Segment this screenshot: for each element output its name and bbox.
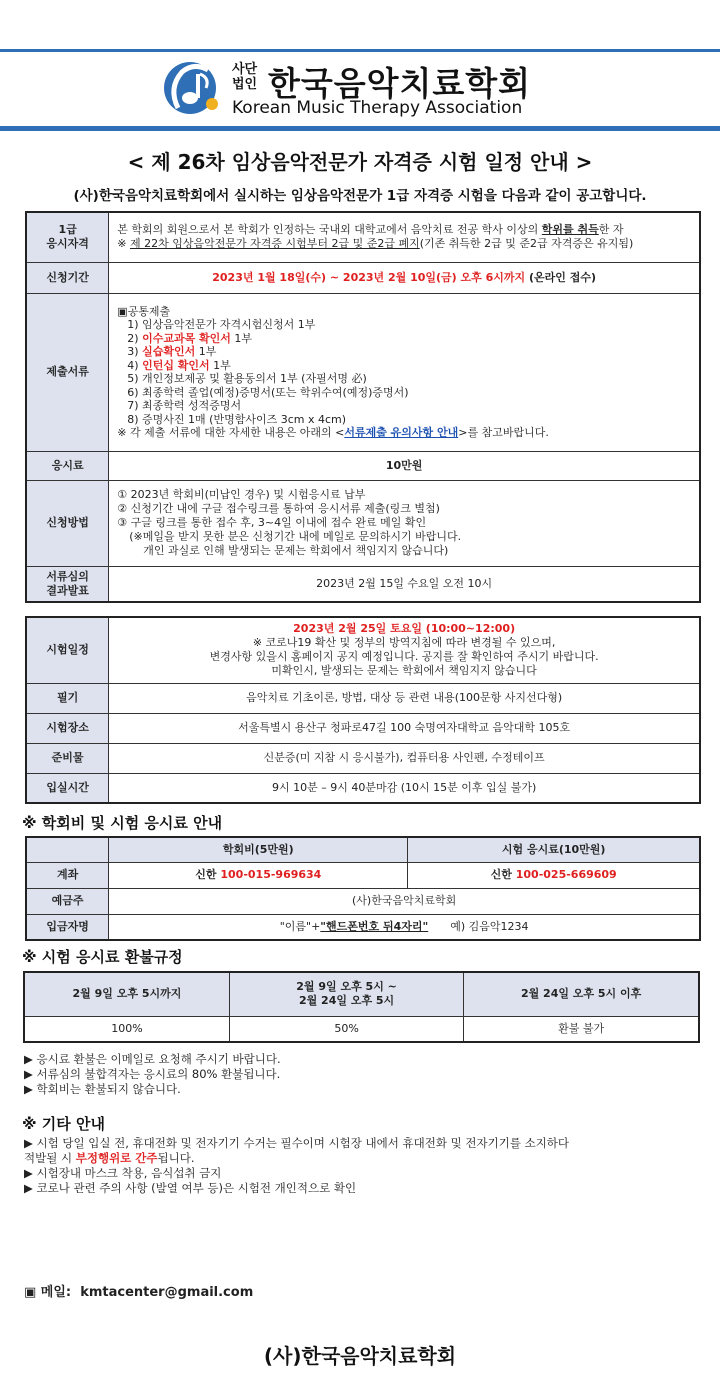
association-logo bbox=[160, 58, 580, 122]
written-label: 필기 bbox=[26, 683, 109, 713]
membership-account: 신한 100-015-969634 bbox=[109, 862, 408, 888]
period-value: 2023년 1월 18일(수) ~ 2023년 2월 10일(금) 오후 6시까지 (온라인 접수) bbox=[109, 262, 700, 293]
org-name-kr: 한국음악치료학회 bbox=[268, 64, 532, 103]
table-row bbox=[26, 862, 700, 888]
exam-info-table bbox=[25, 616, 701, 804]
refund-col-1: 2월 9일 오후 5시까지 bbox=[24, 972, 229, 1016]
table-row bbox=[24, 972, 699, 1016]
table-row bbox=[26, 480, 700, 566]
fee-label: 응시료 bbox=[26, 451, 109, 480]
table-row bbox=[26, 293, 700, 451]
items-value: 신분증(미 지참 시 응시불가), 컴퓨터용 사인펜, 수정테이프 bbox=[109, 743, 700, 773]
refund-notes: ▶ 응시료 환불은 이메일로 요청해 주시기 바랍니다. ▶ 서류심의 불합격자는 응시료의 80% 환불됩니다. ▶ 학회비는 환불되지 않습니다. bbox=[24, 1052, 281, 1096]
docs-guide-link[interactable]: 서류제출 유의사항 안내 bbox=[344, 426, 459, 439]
table-row bbox=[26, 451, 700, 480]
other-notes: ▶ 시험 당일 입실 전, 휴대전화 및 전자기기 수거는 필수이며 시험장 내에서 휴대전화 및 전자기기를 소지하다 적발될 시 부정행위로 간주됩니다. ▶ 시험장내 마스크 착용, 음식섭취 금지 ▶ 코로나 관련 주의 사항 (발열 여부 등)은 시험전 개인적으로 확인 bbox=[24, 1136, 570, 1195]
org-type: 사단 법인 bbox=[232, 62, 258, 92]
place-value: 서울특별시 용산구 청파로47길 100 숙명여자대학교 음악대학 105호 bbox=[109, 713, 700, 743]
contact-email: ▣ 메일: kmtacenter@gmail.com bbox=[24, 1285, 254, 1300]
membership-fee-header: 학회비(5만원) bbox=[109, 837, 408, 862]
qualification-value: 본 학회의 회원으로서 본 학회가 인정하는 국내외 대학교에서 음악치료 전공 학사 이상의 학위를 취득한 자 ※ 제 22차 임상음악전문가 자격증 시험부터 2급 및 준2급 폐지(기존 취득한 2급 및 준2급 자격증은 유지됨) bbox=[109, 212, 700, 262]
table-row bbox=[26, 683, 700, 713]
place-label: 시험장소 bbox=[26, 713, 109, 743]
table-row bbox=[26, 888, 700, 914]
refund-col-3: 2월 24일 오후 5시 이후 bbox=[464, 972, 699, 1016]
table-row bbox=[26, 914, 700, 940]
refund-val-3: 환불 불가 bbox=[464, 1016, 699, 1042]
period-label: 신청기간 bbox=[26, 262, 109, 293]
holder-value: (사)한국음악치료학회 bbox=[109, 888, 700, 914]
depositor-label: 입금자명 bbox=[26, 914, 109, 940]
depositor-value: "이름"+"핸드폰번호 뒤4자리" 예) 김음악1234 bbox=[109, 914, 700, 940]
method-value: ① 2023년 학회비(미납인 경우) 및 시험응시료 납부 ② 신청기간 내에 구글 접수링크를 통하여 응시서류 제출(링크 별첨) ③ 구글 링크를 통한 접수 후, 3~4일 이내에 접수 완료 메일 확인 (※메일을 받지 못한 분은 신청기간 내에 메일로 문의하시기 바랍니다. 개인 과실로 인해 발생되는 문제는 학회에서 책임지지 않습니다) bbox=[109, 480, 700, 566]
table-row bbox=[26, 617, 700, 683]
other-heading: ※ 기타 안내 bbox=[22, 1115, 105, 1133]
holder-label: 예금주 bbox=[26, 888, 109, 914]
refund-val-1: 100% bbox=[24, 1016, 229, 1042]
music-note-logo-icon bbox=[160, 58, 224, 122]
page-subtitle: (사)한국음악치료학회에서 실시하는 임상음악전문가 1급 자격증 시험을 다음과 같이 공고합니다. bbox=[73, 188, 647, 204]
fees-corner bbox=[26, 837, 109, 862]
method-label: 신청방법 bbox=[26, 480, 109, 566]
exam-account: 신한 100-025-669609 bbox=[408, 862, 700, 888]
docs-label: 제출서류 bbox=[26, 293, 109, 451]
table-row bbox=[26, 212, 700, 262]
refund-heading: ※ 시험 응시료 환불규정 bbox=[22, 948, 183, 966]
schedule-value: 2023년 2월 25일 토요일 (10:00~12:00) ※ 코로나19 확산 및 정부의 방역지침에 따라 변경될 수 있으며, 변경사항 있을시 홈페이지 공지 예정입니다. 공지를 잘 확인하여 주시기 바랍니다. 미확인시, 발생되는 문제는 학회에서 책임지지 않습니다 bbox=[109, 617, 700, 683]
refund-col-2: 2월 9일 오후 5시 ~ 2월 24일 오후 5시 bbox=[229, 972, 463, 1016]
table-row bbox=[26, 566, 700, 602]
qualification-label: 1급 응시자격 bbox=[26, 212, 109, 262]
table-row bbox=[26, 773, 700, 803]
items-label: 준비물 bbox=[26, 743, 109, 773]
schedule-label: 시험일정 bbox=[26, 617, 109, 683]
exam-fee-header: 시험 응시료(10만원) bbox=[408, 837, 700, 862]
fees-heading: ※ 학회비 및 시험 응시료 안내 bbox=[22, 814, 223, 832]
page-title: < 제 26차 임상음악전문가 자격증 시험 일정 안내 > bbox=[127, 150, 593, 174]
entry-label: 입실시간 bbox=[26, 773, 109, 803]
fee-value: 10만원 bbox=[109, 451, 700, 480]
result-value: 2023년 2월 15일 수요일 오전 10시 bbox=[109, 566, 700, 602]
footer-org-name: (사)한국음악치료학회 bbox=[263, 1344, 457, 1368]
table-row bbox=[26, 713, 700, 743]
table-row bbox=[24, 1016, 699, 1042]
table-row bbox=[26, 837, 700, 862]
refund-table bbox=[23, 971, 700, 1043]
written-value: 음악치료 기초이론, 방법, 대상 등 관련 내용(100문항 사지선다형) bbox=[109, 683, 700, 713]
email-link[interactable]: kmtacenter@gmail.com bbox=[80, 1285, 254, 1300]
account-label: 계좌 bbox=[26, 862, 109, 888]
refund-val-2: 50% bbox=[229, 1016, 463, 1042]
header-bottom-bar bbox=[0, 126, 720, 131]
org-name-en: Korean Music Therapy Association bbox=[232, 98, 523, 118]
table-row bbox=[26, 743, 700, 773]
entry-value: 9시 10분 – 9시 40분마감 (10시 15분 이후 입실 불가) bbox=[109, 773, 700, 803]
docs-value: ▣공통제출 1) 임상음악전문가 자격시험신청서 1부 2) 이수교과목 확인서 1부 3) 실습확인서 1부 4) 인턴십 확인서 1부 5) 개인정보제공 및 활용동의서 1부 (자필서명 必) 6) 최종학력 졸업(예정)증명서(또는 학위수여(예정)증명서) 7) 최종학력 성적증명서 8) 증명사진 1매 (반명함사이즈 3cm x 4cm) ※ 각 제출 서류에 대한 자세한 내용은 아래의 <서류제출 유의사항 안내>를 참고바랍니다. bbox=[109, 293, 700, 451]
result-label: 서류심의 결과발표 bbox=[26, 566, 109, 602]
fees-table bbox=[25, 836, 701, 941]
application-info-table bbox=[25, 211, 701, 603]
table-row bbox=[26, 262, 700, 293]
top-bar bbox=[0, 49, 720, 52]
